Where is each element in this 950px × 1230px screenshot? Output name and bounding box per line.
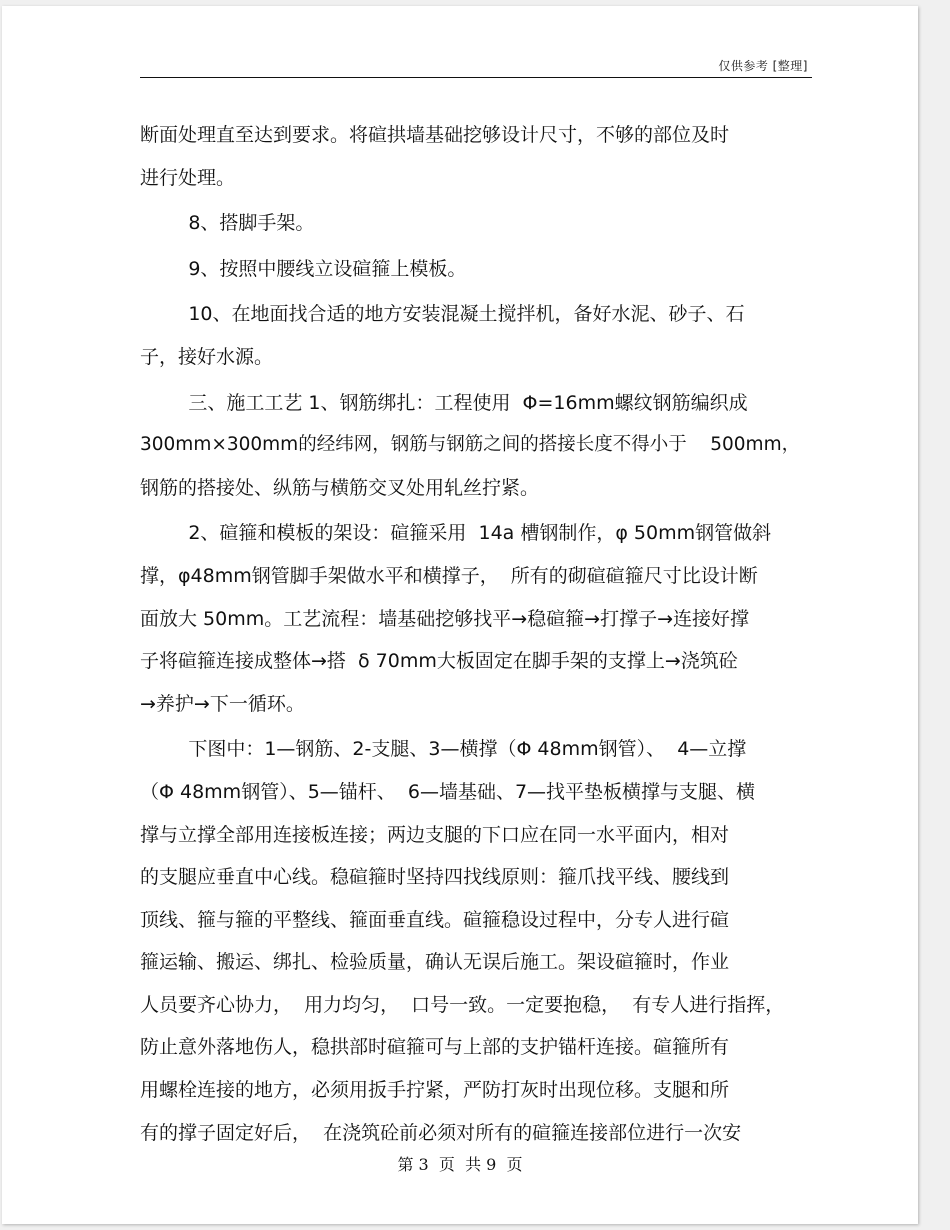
header-divider	[140, 77, 812, 78]
text-line: 用螺栓连接的地方，必须用扳手拧紧，严防打灰时出现位移。支腿和所	[140, 1079, 730, 1102]
text-line: 有的撑子固定好后， 在浇筑砼前必须对所有的碹箍连接部位进行一次安	[140, 1121, 742, 1144]
body-text	[140, 118, 812, 1158]
text-line: 的支腿应垂直中心线。稳碹箍时坚持四找线原则：箍爪找平线、腰线到	[140, 866, 730, 889]
page-footer: 第 3 页 共 9 页	[397, 1155, 523, 1174]
text-line: 顶线、箍与箍的平整线、箍面垂直线。碹箍稳设过程中，分专人进行碹	[140, 908, 730, 931]
text-line: 三、施工工艺 1、钢筋绑扎：工程使用 Φ=16mm螺纹钢筋编织成	[140, 391, 748, 414]
text-line: 2、碹箍和模板的架设：碹箍采用 14a 槽钢制作，φ 50mm钢管做斜	[140, 522, 772, 545]
text-line: 300mm×300mm的经纬网，钢筋与钢筋之间的搭接长度不得小于 500mm，	[140, 434, 801, 456]
text-line: 面放大 50mm。工艺流程：墙基础挖够找平→稳碹箍→打撑子→连接好撑	[140, 607, 749, 630]
text-line: →养护→下一循环。	[140, 692, 305, 715]
text-line: 箍运输、搬运、绑扎、检验质量，确认无误后施工。架设碹箍时，作业	[140, 951, 730, 974]
text-line: 撑，φ48mm钢管脚手架做水平和横撑子， 所有的砌碹碹箍尺寸比设计断	[140, 564, 758, 587]
text-line: 子将碹箍连接成整体→搭 δ 70mm大板固定在脚手架的支撑上→浇筑砼	[140, 650, 738, 673]
text-line: 人员要齐心协力， 用力均匀， 口号一致。一定要抱稳， 有专人进行指挥，	[140, 993, 785, 1016]
text-line: 子，接好水源。	[140, 345, 274, 368]
text-line: 断面处理直至达到要求。将碹拱墙基础挖够设计尺寸，不够的部位及时	[140, 124, 730, 146]
text-line: 10、在地面找合适的地方安装混凝土搅拌机，备好水泥、砂子、石	[140, 303, 745, 326]
text-line: 撑与立撑全部用连接板连接；两边支腿的下口应在同一水平面内，相对	[140, 823, 730, 846]
document-page	[2, 6, 918, 1224]
page-header: 仅供参考 [整理]	[718, 59, 808, 73]
text-line: 8、搭脚手架。	[140, 212, 315, 235]
text-line: （Φ 48mm钢管）、5—锚杆、 6—墙基础、7—找平垫板横撑与支腿、横	[140, 780, 756, 803]
text-line: 进行处理。	[140, 166, 236, 189]
text-line: 9、按照中腰线立设碹箍上模板。	[140, 257, 467, 280]
text-line: 钢筋的搭接处、纵筋与横筋交叉处用轧丝拧紧。	[140, 476, 540, 499]
text-line: 防止意外落地伤人，稳拱部时碹箍可与上部的支护锚杆连接。碹箍所有	[140, 1036, 730, 1059]
text-line: 下图中：1—钢筋、2-支腿、3—横撑（Φ 48mm钢管）、 4—立撑	[140, 738, 747, 761]
